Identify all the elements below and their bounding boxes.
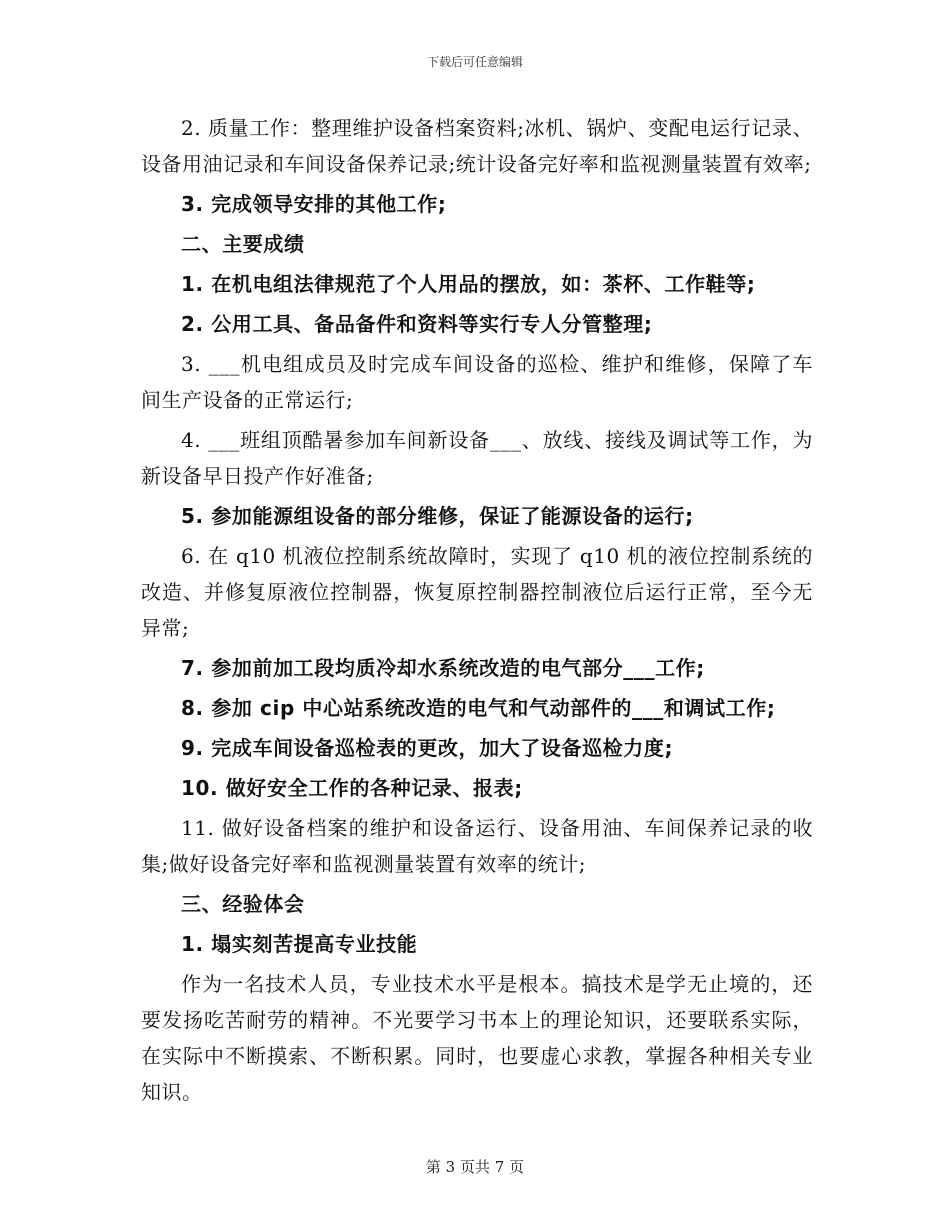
paragraph: 5. 参加能源组设备的部分维修，保证了能源设备的运行; — [181, 504, 694, 528]
page-footer: 第 3 页共 7 页 — [425, 1158, 525, 1176]
subsection-heading: 1. 塌实刻苦提高专业技能 — [181, 932, 418, 956]
paragraph: 6. 在 q10 机液位控制系统故障时，实现了 q10 机的液位控制系统的改造、并修复原液位控制器，恢复原控制器控制液位后运行正常，至今无异常; — [141, 544, 813, 640]
section-heading: 二、主要成绩 — [181, 232, 305, 256]
paragraph: 3. 完成领导安排的其他工作; — [181, 192, 447, 216]
paragraph: 11. 做好设备档案的维护和设备运行、设备用油、车间保养记录的收集;做好设备完好率和监视测量装置有效率的统计; — [141, 816, 813, 876]
paragraph: 7. 参加前加工段均质冷却水系统改造的电气部分___工作; — [181, 656, 705, 680]
section-heading: 三、经验体会 — [181, 892, 305, 916]
page-header: 下载后可任意编辑 — [426, 55, 523, 69]
paragraph: 2. 质量工作：整理维护设备档案资料;冰机、锅炉、变配电运行记录、设备用油记录和车间设备保养记录;统计设备完好率和监视测量装置有效率; — [141, 116, 813, 176]
paragraph: 3. ___机电组成员及时完成车间设备的巡检、维护和维修，保障了车间生产设备的正常运行; — [141, 352, 813, 412]
paragraph: 4. ___班组顶酷暑参加车间新设备___、放线、接线及调试等工作，为新设备早日投产作好准备; — [141, 428, 813, 488]
paragraph: 9. 完成车间设备巡检表的更改，加大了设备巡检力度; — [181, 736, 674, 760]
document-body — [141, 110, 813, 1114]
paragraph: 1. 在机电组法律规范了个人用品的摆放，如：茶杯、工作鞋等; — [181, 272, 756, 296]
paragraph: 2. 公用工具、备品备件和资料等实行专人分管整理; — [181, 312, 653, 336]
paragraph: 10. 做好安全工作的各种记录、报表; — [181, 776, 523, 800]
paragraph: 8. 参加 cip 中心站系统改造的电气和气动部件的___和调试工作; — [181, 696, 776, 720]
paragraph: 作为一名技术人员，专业技术水平是根本。搞技术是学无止境的，还要发扬吃苦耐劳的精神。不光要学习书本上的理论知识，还要联系实际，在实际中不断摸索、不断积累。同时，也要虚心求教，掌握各种相关专业知识。 — [141, 972, 813, 1104]
